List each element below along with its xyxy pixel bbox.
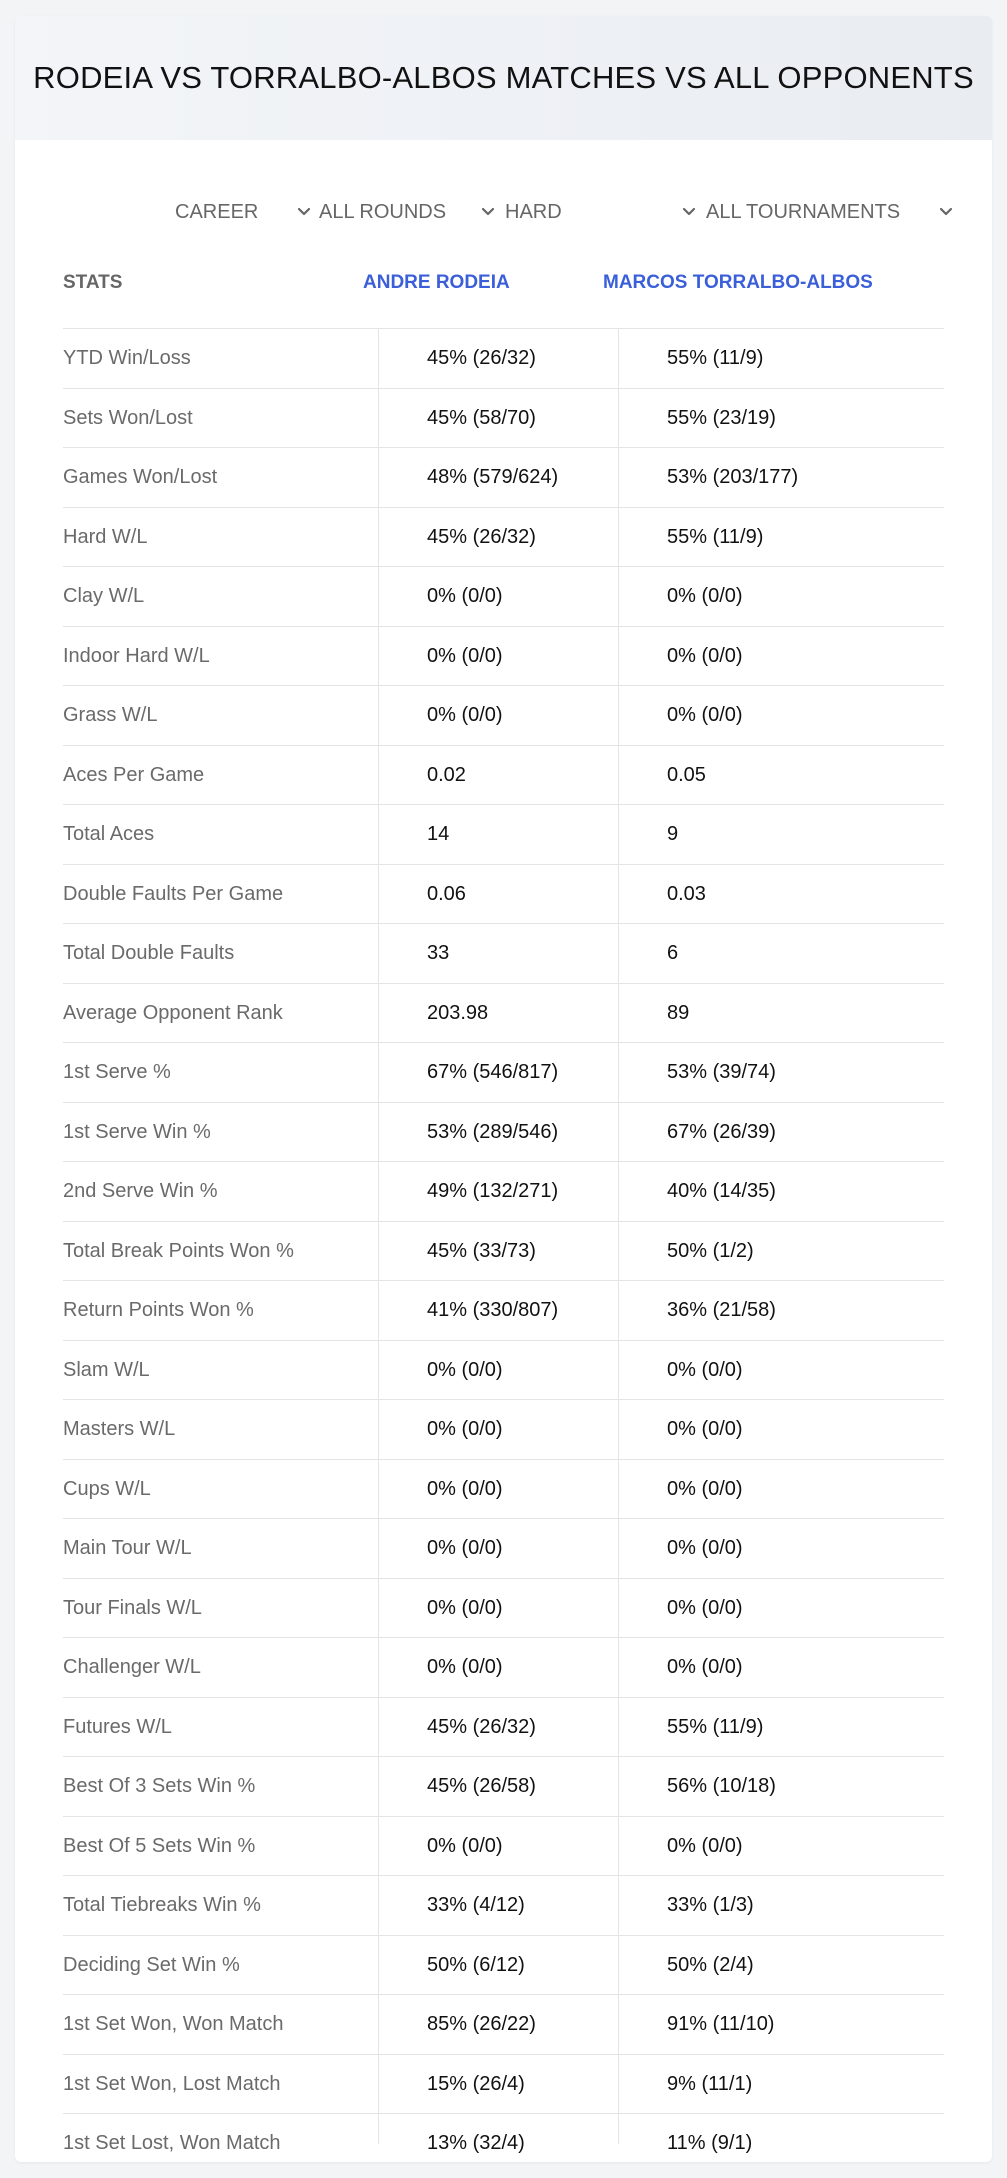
page-header bbox=[15, 16, 992, 140]
table-header bbox=[63, 252, 944, 329]
stat-label: Total Aces bbox=[63, 823, 155, 845]
stat-label: Average Opponent Rank bbox=[63, 1001, 283, 1024]
column-divider bbox=[618, 328, 619, 2144]
player2-value: 0% (0/0) bbox=[667, 1477, 743, 1500]
table-row bbox=[63, 448, 944, 508]
stat-label: 1st Serve Win % bbox=[63, 1120, 211, 1143]
stat-label: Best Of 3 Sets Win % bbox=[63, 1775, 256, 1797]
player2-value: 55% (11/9) bbox=[667, 525, 764, 548]
stat-label: 1st Serve % bbox=[63, 1061, 171, 1083]
table-row bbox=[63, 2114, 944, 2162]
player2-value: 0% (0/0) bbox=[667, 644, 743, 667]
player2-value: 0% (0/0) bbox=[667, 1834, 743, 1857]
player2-value: 0% (0/0) bbox=[667, 704, 743, 726]
stat-label: Challenger W/L bbox=[63, 1656, 201, 1678]
player1-value: 48% (579/624) bbox=[427, 466, 559, 488]
table-row bbox=[63, 1757, 944, 1817]
player2-value: 9 bbox=[667, 823, 679, 845]
stats-column-header: STATS bbox=[63, 272, 123, 293]
table-row bbox=[63, 567, 944, 627]
player1-value: 45% (26/32) bbox=[427, 525, 536, 548]
stat-label: Deciding Set Win % bbox=[63, 1953, 240, 1976]
player1-value: 13% (32/4) bbox=[427, 2132, 525, 2154]
column-divider bbox=[378, 328, 379, 2144]
player2-value: 40% (14/35) bbox=[667, 1180, 776, 1202]
player2-value: 0% (0/0) bbox=[667, 1418, 743, 1440]
table-row bbox=[63, 1519, 944, 1579]
table-row bbox=[63, 1876, 944, 1936]
player2-value: 56% (10/18) bbox=[667, 1775, 776, 1797]
table-row bbox=[63, 924, 944, 984]
page-title: RODEIA VS TORRALBO-ALBOS MATCHES VS ALL OPPONENTS bbox=[33, 60, 974, 95]
player2-value: 0% (0/0) bbox=[667, 585, 743, 607]
player2-value: 53% (203/177) bbox=[667, 466, 799, 488]
stat-label: Hard W/L bbox=[63, 525, 148, 548]
stat-label: 1st Set Lost, Won Match bbox=[63, 2132, 281, 2154]
player2-value: 50% (2/4) bbox=[667, 1953, 754, 1976]
table-row bbox=[63, 865, 944, 925]
player1-value: 0.02 bbox=[427, 763, 466, 786]
table-row bbox=[63, 1460, 944, 1520]
player1-value: 0.06 bbox=[427, 882, 466, 905]
table-row bbox=[63, 1995, 944, 2055]
player1-value: 203.98 bbox=[427, 1001, 489, 1024]
stat-label: Cups W/L bbox=[63, 1477, 151, 1500]
table-row bbox=[63, 508, 944, 568]
player2-value: 6 bbox=[667, 942, 679, 964]
player2-value: 33% (1/3) bbox=[667, 1894, 754, 1916]
stat-label: Games Won/Lost bbox=[63, 466, 218, 488]
player1-value: 0% (0/0) bbox=[427, 1834, 503, 1857]
stat-label: Total Double Faults bbox=[63, 942, 235, 964]
chevron-down-icon bbox=[480, 205, 496, 219]
player1-value: 33 bbox=[427, 942, 450, 964]
table-row bbox=[63, 389, 944, 449]
player1-value: 45% (58/70) bbox=[427, 406, 536, 429]
table-row bbox=[63, 1817, 944, 1877]
player1-value: 0% (0/0) bbox=[427, 1596, 503, 1619]
player1-value: 49% (132/271) bbox=[427, 1180, 559, 1202]
player1-value: 50% (6/12) bbox=[427, 1953, 525, 1976]
table-row bbox=[63, 1281, 944, 1341]
player1-value: 0% (0/0) bbox=[427, 1358, 503, 1381]
stat-label: 1st Set Won, Lost Match bbox=[63, 2072, 281, 2095]
stat-label: 1st Set Won, Won Match bbox=[63, 2013, 284, 2035]
stat-label: Sets Won/Lost bbox=[63, 406, 193, 429]
table-row bbox=[63, 1162, 944, 1222]
stat-label: Aces Per Game bbox=[63, 763, 205, 786]
stat-label: Clay W/L bbox=[63, 585, 145, 607]
player1-value: 67% (546/817) bbox=[427, 1061, 559, 1083]
surface-select-value: HARD bbox=[505, 200, 562, 223]
stats-card bbox=[15, 16, 992, 2162]
table-row bbox=[63, 329, 944, 389]
player1-value: 85% (26/22) bbox=[427, 2013, 536, 2035]
stat-label: Total Break Points Won % bbox=[63, 1239, 294, 1262]
stat-label: Masters W/L bbox=[63, 1418, 176, 1440]
chevron-down-icon bbox=[938, 205, 954, 219]
player2-value: 53% (39/74) bbox=[667, 1061, 776, 1083]
player1-value: 45% (26/58) bbox=[427, 1775, 536, 1797]
player1-value: 45% (26/32) bbox=[427, 347, 536, 369]
player2-value: 0.03 bbox=[667, 882, 706, 905]
stat-label: Grass W/L bbox=[63, 704, 158, 726]
player2-value: 55% (11/9) bbox=[667, 347, 764, 369]
player1-value: 0% (0/0) bbox=[427, 585, 503, 607]
period-select[interactable] bbox=[175, 192, 315, 232]
player1-value: 0% (0/0) bbox=[427, 1537, 503, 1559]
surface-select[interactable] bbox=[505, 192, 705, 232]
stat-label: Return Points Won % bbox=[63, 1299, 254, 1321]
stat-label: Double Faults Per Game bbox=[63, 882, 284, 905]
player1-value: 33% (4/12) bbox=[427, 1894, 525, 1916]
stats-table bbox=[63, 252, 944, 2162]
stat-label: Futures W/L bbox=[63, 1715, 172, 1738]
player1-value: 0% (0/0) bbox=[427, 644, 503, 667]
table-row bbox=[63, 1936, 944, 1996]
stat-label: Indoor Hard W/L bbox=[63, 644, 210, 667]
player1-value: 15% (26/4) bbox=[427, 2072, 525, 2095]
player2-value: 0% (0/0) bbox=[667, 1596, 743, 1619]
player2-value: 55% (11/9) bbox=[667, 1715, 764, 1738]
stat-label: Best Of 5 Sets Win % bbox=[63, 1834, 256, 1857]
player1-value: 14 bbox=[427, 823, 450, 845]
player1-value: 0% (0/0) bbox=[427, 1656, 503, 1678]
table-row bbox=[63, 1638, 944, 1698]
player1-value: 0% (0/0) bbox=[427, 704, 503, 726]
stat-label: YTD Win/Loss bbox=[63, 347, 191, 369]
player1-value: 0% (0/0) bbox=[427, 1418, 503, 1440]
player2-value: 0% (0/0) bbox=[667, 1358, 743, 1381]
player1-value: 41% (330/807) bbox=[427, 1299, 559, 1321]
stat-label: Total Tiebreaks Win % bbox=[63, 1894, 261, 1916]
player2-value: 36% (21/58) bbox=[667, 1299, 776, 1321]
player2-value: 0% (0/0) bbox=[667, 1656, 743, 1678]
rounds-select[interactable] bbox=[319, 192, 504, 232]
table-row bbox=[63, 805, 944, 865]
stat-label: 2nd Serve Win % bbox=[63, 1180, 218, 1202]
player2-value: 91% (11/10) bbox=[667, 2013, 775, 2035]
table-row bbox=[63, 686, 944, 746]
player1-value: 53% (289/546) bbox=[427, 1120, 559, 1143]
stat-label: Slam W/L bbox=[63, 1358, 150, 1381]
chevron-down-icon bbox=[681, 205, 697, 219]
table-row bbox=[63, 984, 944, 1044]
tournaments-select-value: ALL TOURNAMENTS bbox=[706, 200, 901, 223]
rounds-select-value: ALL ROUNDS bbox=[319, 200, 447, 223]
table-row bbox=[63, 1579, 944, 1639]
table-row bbox=[63, 1222, 944, 1282]
player1-value: 0% (0/0) bbox=[427, 1477, 503, 1500]
player2-value: 67% (26/39) bbox=[667, 1120, 776, 1143]
player2-value: 89 bbox=[667, 1001, 690, 1024]
player2-value: 0.05 bbox=[667, 763, 706, 786]
player2-value: 0% (0/0) bbox=[667, 1537, 743, 1559]
player2-link[interactable]: MARCOS TORRALBO-ALBOS bbox=[603, 272, 873, 293]
stat-label: Main Tour W/L bbox=[63, 1537, 192, 1559]
table-row bbox=[63, 746, 944, 806]
stat-label: Tour Finals W/L bbox=[63, 1596, 202, 1619]
table-row bbox=[63, 1341, 944, 1401]
table-row bbox=[63, 1103, 944, 1163]
filter-bar bbox=[15, 192, 992, 232]
player2-value: 9% (11/1) bbox=[667, 2072, 753, 2095]
player1-link[interactable]: ANDRE RODEIA bbox=[363, 272, 510, 293]
tournaments-select[interactable] bbox=[706, 192, 961, 232]
player1-value: 45% (26/32) bbox=[427, 1715, 536, 1738]
table-row bbox=[63, 1043, 944, 1103]
table-row bbox=[63, 627, 944, 687]
player2-value: 11% (9/1) bbox=[667, 2132, 753, 2154]
table-row bbox=[63, 2055, 944, 2115]
table-body bbox=[63, 329, 944, 2162]
period-select-value: CAREER bbox=[175, 200, 259, 223]
player2-value: 50% (1/2) bbox=[667, 1239, 754, 1262]
player1-value: 45% (33/73) bbox=[427, 1239, 536, 1262]
table-row bbox=[63, 1400, 944, 1460]
player2-value: 55% (23/19) bbox=[667, 406, 776, 429]
chevron-down-icon bbox=[296, 205, 312, 219]
table-row bbox=[63, 1698, 944, 1758]
